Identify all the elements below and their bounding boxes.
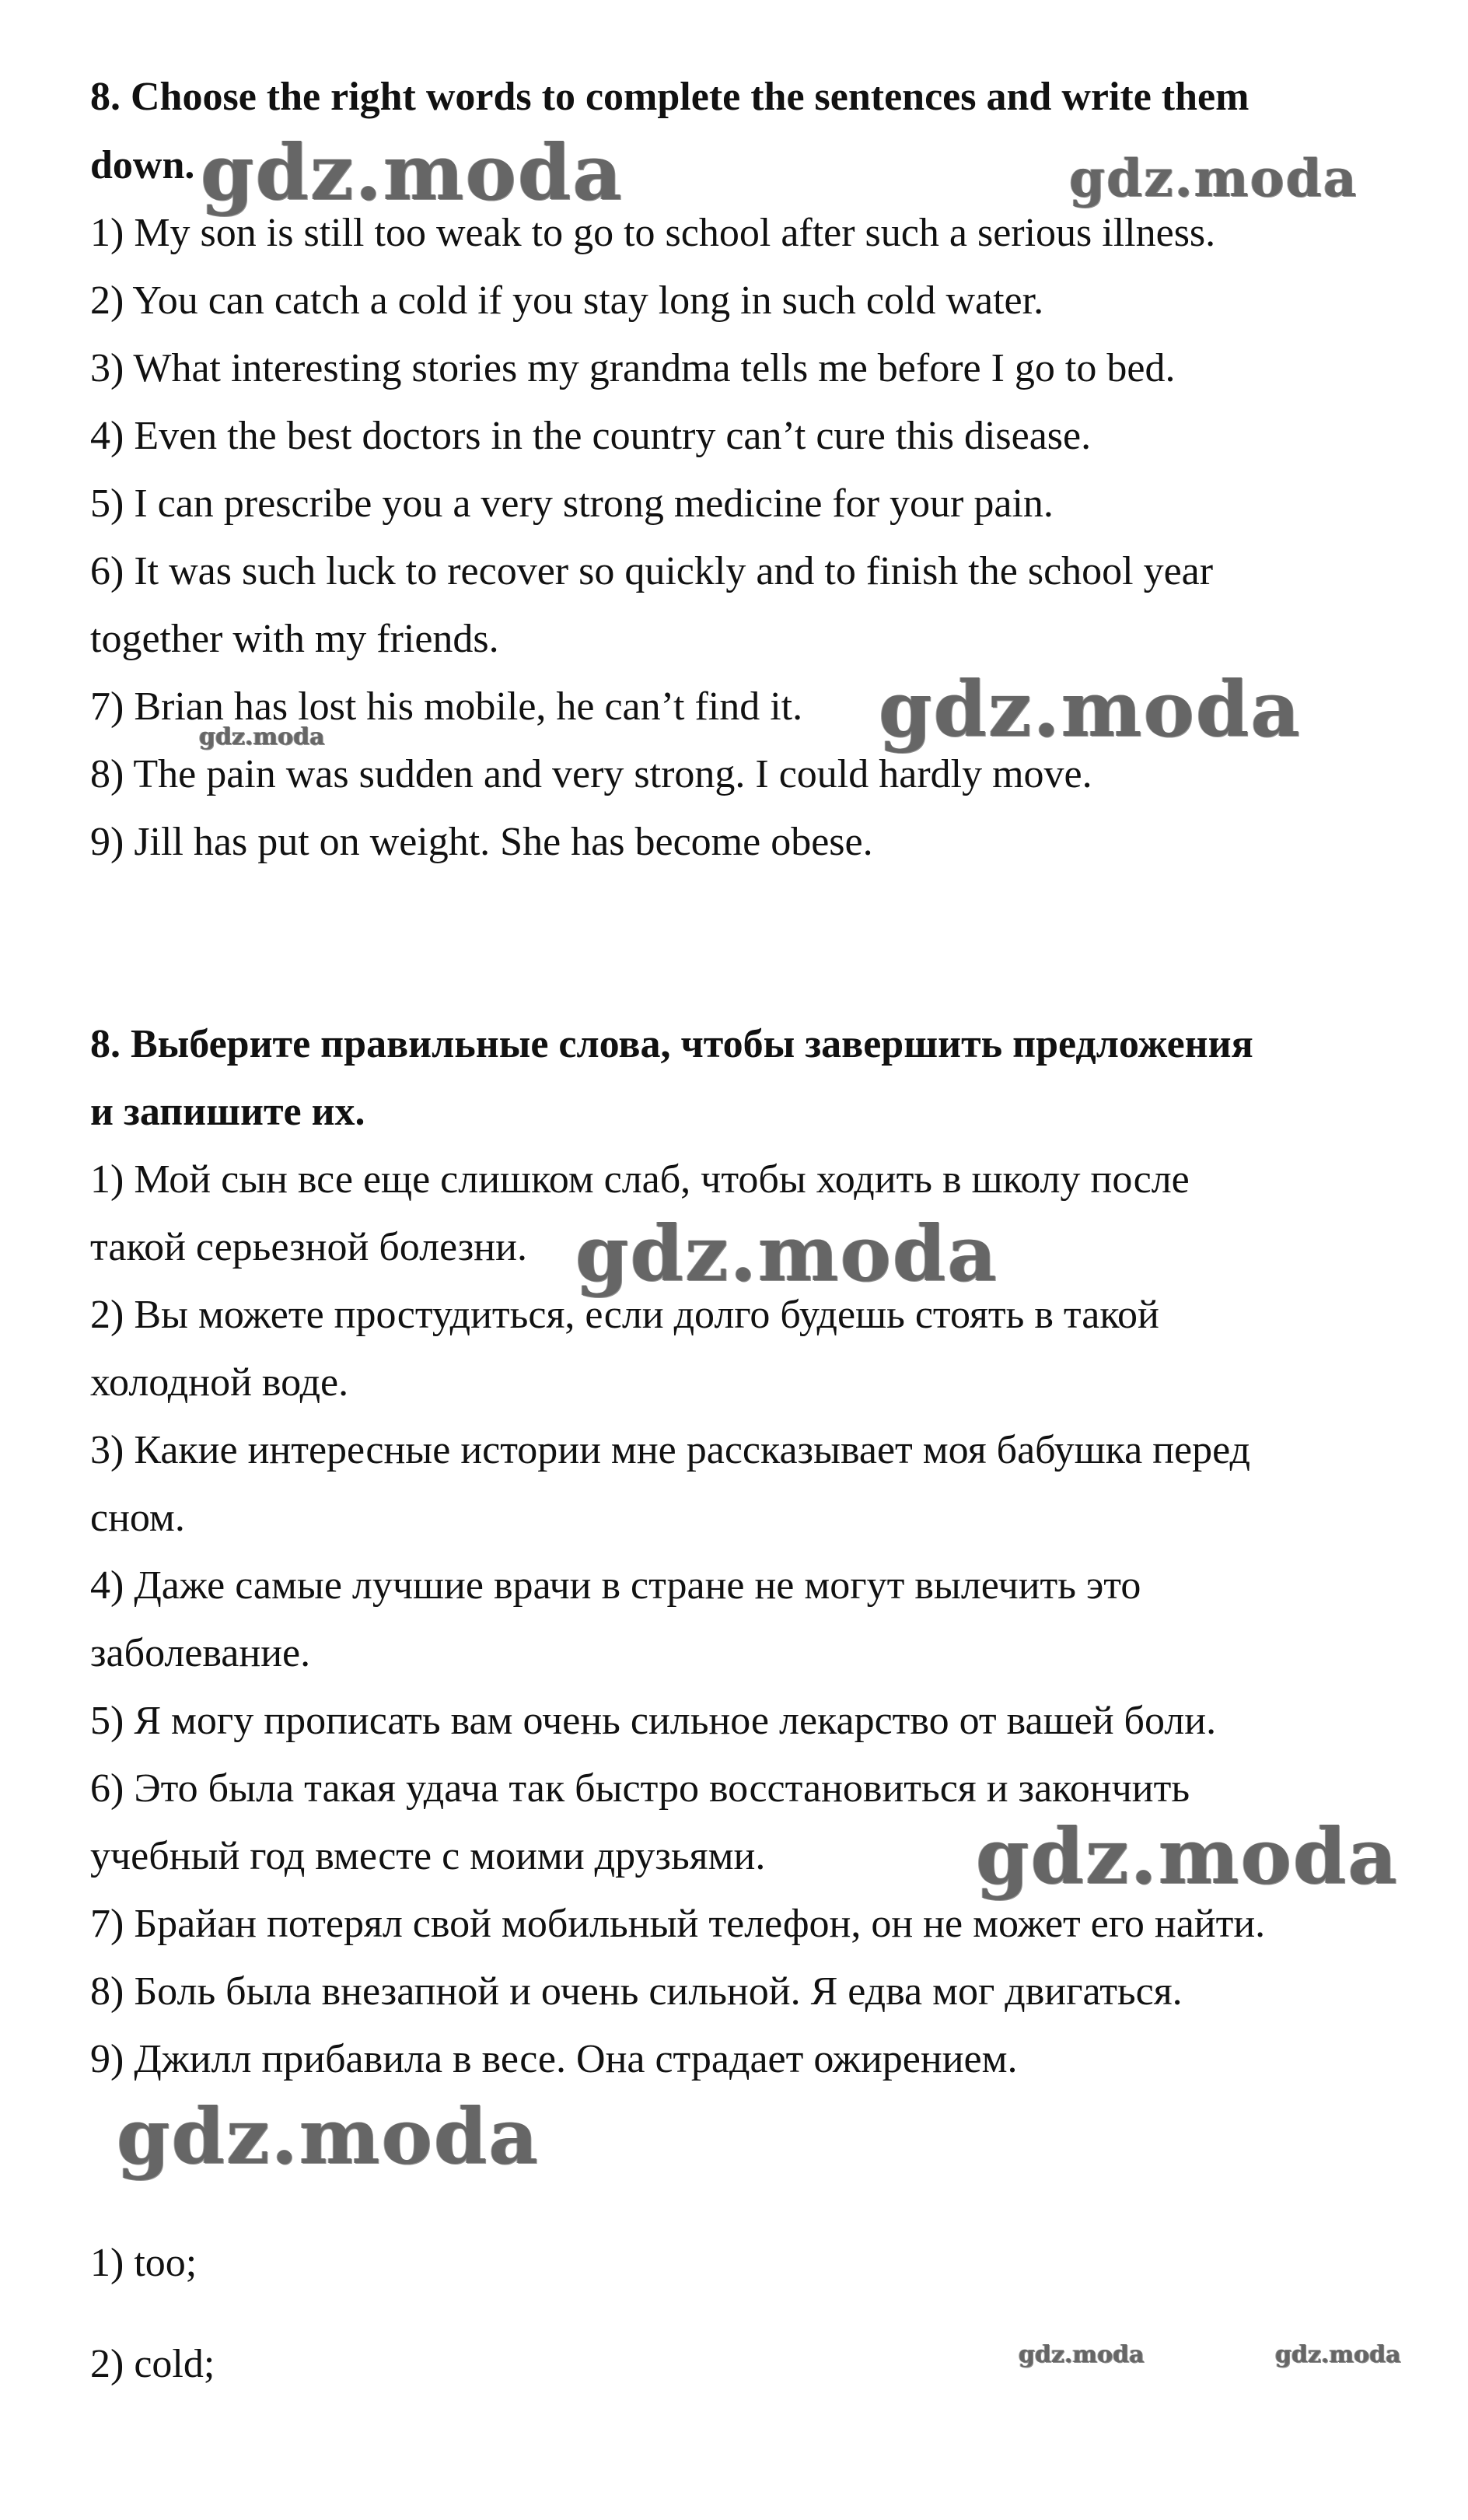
english-heading-line1: 8. Choose the right words to complete the sentences and write them bbox=[90, 75, 1250, 119]
watermark: gdz.moda bbox=[976, 1812, 1399, 1902]
english-sentence-1: 1) My son is still too weak to go to school after such a serious illness. bbox=[90, 211, 1216, 255]
answer-1: 1) too; bbox=[90, 2241, 197, 2285]
english-heading-line2: down. bbox=[90, 143, 195, 187]
russian-sentence-2-line2: холодной воде. bbox=[90, 1360, 349, 1405]
russian-sentence-6-line1: 6) Это была такая удача так быстро восстановиться и закончить bbox=[90, 1766, 1190, 1811]
watermark: gdz.moda bbox=[575, 1209, 998, 1299]
russian-sentence-1-line1: 1) Мой сын все еще слишком слаб, чтобы ходить в школу после bbox=[90, 1157, 1190, 1202]
english-sentence-6-line1: 6) It was such luck to recover so quickly and to finish the school year bbox=[90, 549, 1214, 593]
english-sentence-7: 7) Brian has lost his mobile, he can’t find it. bbox=[90, 684, 803, 729]
english-sentence-3: 3) What interesting stories my grandma tells me before I go to bed. bbox=[90, 346, 1176, 390]
english-sentence-9: 9) Jill has put on weight. She has become obese. bbox=[90, 820, 873, 864]
russian-sentence-2-line1: 2) Вы можете простудиться, если долго будешь стоять в такой bbox=[90, 1293, 1159, 1337]
watermark: gdz.moda bbox=[1069, 148, 1358, 208]
english-sentence-2: 2) You can catch a cold if you stay long in such cold water. bbox=[90, 278, 1044, 323]
russian-sentence-6-line2: учебный год вместе с моими друзьями. bbox=[90, 1834, 766, 1878]
watermark: gdz.moda bbox=[201, 128, 624, 218]
answer-2: 2) cold; bbox=[90, 2342, 215, 2386]
watermark: gdz.moda bbox=[879, 665, 1302, 754]
russian-sentence-9: 9) Джилл прибавила в весе. Она страдает ожирением. bbox=[90, 2037, 1018, 2081]
watermark: gdz.moda bbox=[199, 723, 325, 751]
english-sentence-4: 4) Even the best doctors in the country can’t cure this disease. bbox=[90, 414, 1092, 458]
watermark: gdz.moda bbox=[117, 2092, 540, 2182]
russian-sentence-7: 7) Брайан потерял свой мобильный телефон, он не может его найти. bbox=[90, 1902, 1266, 1946]
english-sentence-5: 5) I can prescribe you a very strong medicine for your pain. bbox=[90, 481, 1054, 526]
english-sentence-8: 8) The pain was sudden and very strong. I could hardly move. bbox=[90, 752, 1092, 796]
watermark: gdz.moda bbox=[1275, 2341, 1401, 2368]
russian-sentence-1-line2: такой серьезной болезни. bbox=[90, 1225, 527, 1269]
russian-sentence-5: 5) Я могу прописать вам очень сильное лекарство от вашей боли. bbox=[90, 1699, 1217, 1743]
russian-sentence-4-line1: 4) Даже самые лучшие врачи в стране не могут вылечить это bbox=[90, 1563, 1141, 1608]
russian-sentence-3-line2: сном. bbox=[90, 1496, 185, 1540]
russian-sentence-8: 8) Боль была внезапной и очень сильной. Я едва мог двигаться. bbox=[90, 1969, 1183, 2014]
watermark: gdz.moda bbox=[1019, 2341, 1145, 2368]
russian-sentence-3-line1: 3) Какие интересные истории мне рассказывает моя бабушка перед bbox=[90, 1428, 1250, 1472]
russian-heading-line2: и запишите их. bbox=[90, 1090, 365, 1134]
russian-heading-line1: 8. Выберите правильные слова, чтобы завершить предложения bbox=[90, 1022, 1253, 1066]
english-sentence-6-line2: together with my friends. bbox=[90, 617, 499, 661]
russian-sentence-4-line2: заболевание. bbox=[90, 1631, 311, 1675]
